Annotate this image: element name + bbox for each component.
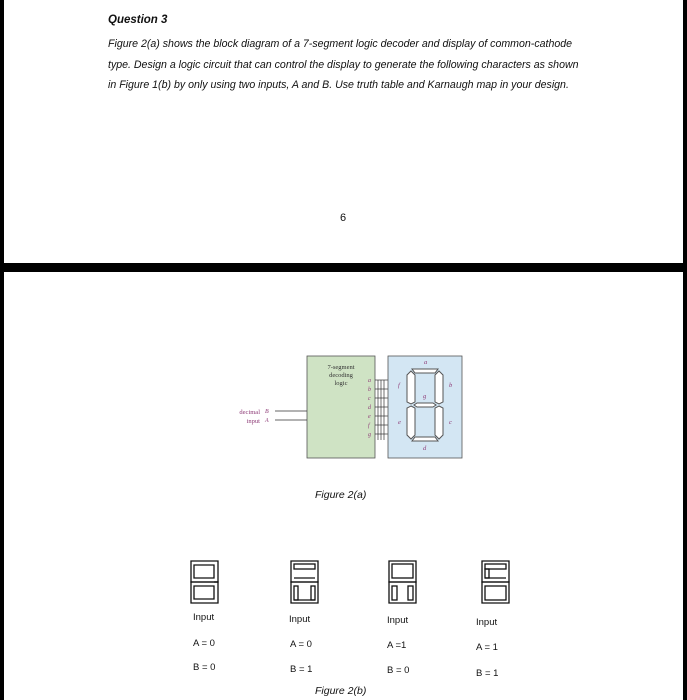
output-e: e bbox=[368, 414, 371, 420]
block-title-line-1: 7-segment bbox=[327, 364, 355, 371]
char2-input-label: Input bbox=[289, 614, 311, 625]
segment-label-f: f bbox=[398, 382, 400, 389]
page-number: 6 bbox=[340, 212, 347, 224]
input-b: B bbox=[265, 409, 269, 415]
display-segment-e bbox=[407, 406, 415, 439]
display-segment-g bbox=[414, 403, 436, 407]
output-c: c bbox=[368, 396, 371, 402]
figure-2a-caption: Figure 2(a) bbox=[315, 489, 367, 501]
block-title-line-3: logic bbox=[334, 380, 348, 387]
segment-label-g: g bbox=[423, 393, 427, 400]
page-top bbox=[4, 0, 683, 263]
segment-label-d: d bbox=[423, 445, 427, 452]
segment-label-e: e bbox=[398, 419, 401, 426]
output-bus-lines bbox=[375, 380, 388, 440]
char4-a-value: A = 1 bbox=[476, 642, 498, 653]
char1-a-value: A = 0 bbox=[193, 638, 215, 649]
segment-label-a: a bbox=[424, 359, 428, 366]
question-body: Figure 2(a) shows the block diagram of a 7-segment logic decoder and display of common-cathode type. Design a logic circuit that can control the display to generate the following characters as shown in Figure 1(b) by only using two inputs, A and B. Use truth table and Karnaugh map in your design. bbox=[108, 38, 579, 91]
output-g: g bbox=[368, 432, 371, 438]
output-b: b bbox=[368, 387, 371, 393]
character-4 bbox=[482, 561, 509, 603]
input-label-line-1: decimal bbox=[239, 409, 260, 416]
display-segment-b bbox=[435, 371, 443, 404]
figure-2b-caption: Figure 2(b) bbox=[315, 685, 367, 697]
display-segment-d bbox=[412, 437, 438, 441]
display-segment-c bbox=[435, 406, 443, 439]
char2-b-value: B = 1 bbox=[290, 664, 313, 675]
character-2 bbox=[291, 561, 318, 603]
segment-label-c: c bbox=[449, 419, 452, 426]
character-3 bbox=[389, 561, 416, 603]
output-a: a bbox=[368, 378, 371, 384]
figure-2a-diagram bbox=[4, 272, 683, 700]
char1-input-label: Input bbox=[193, 612, 215, 623]
input-a: A bbox=[265, 418, 269, 424]
char4-input-label: Input bbox=[476, 617, 498, 628]
char1-b-value: B = 0 bbox=[193, 662, 216, 673]
display-segment-f bbox=[407, 371, 415, 404]
output-d: d bbox=[368, 405, 371, 411]
char2-a-value: A = 0 bbox=[290, 639, 312, 650]
char3-b-value: B = 0 bbox=[387, 665, 410, 676]
input-label-line-2: input bbox=[246, 418, 260, 425]
char3-a-value: A =1 bbox=[387, 640, 407, 651]
block-title-line-2: decoding bbox=[329, 372, 353, 379]
segment-label-b: b bbox=[449, 382, 453, 389]
char3-input-label: Input bbox=[387, 615, 409, 626]
page-bottom bbox=[4, 272, 683, 700]
character-1 bbox=[191, 561, 218, 603]
display-segment-a bbox=[412, 369, 438, 373]
output-f: f bbox=[368, 423, 370, 429]
question-title: Question 3 bbox=[108, 14, 168, 26]
char4-b-value: B = 1 bbox=[476, 668, 499, 679]
